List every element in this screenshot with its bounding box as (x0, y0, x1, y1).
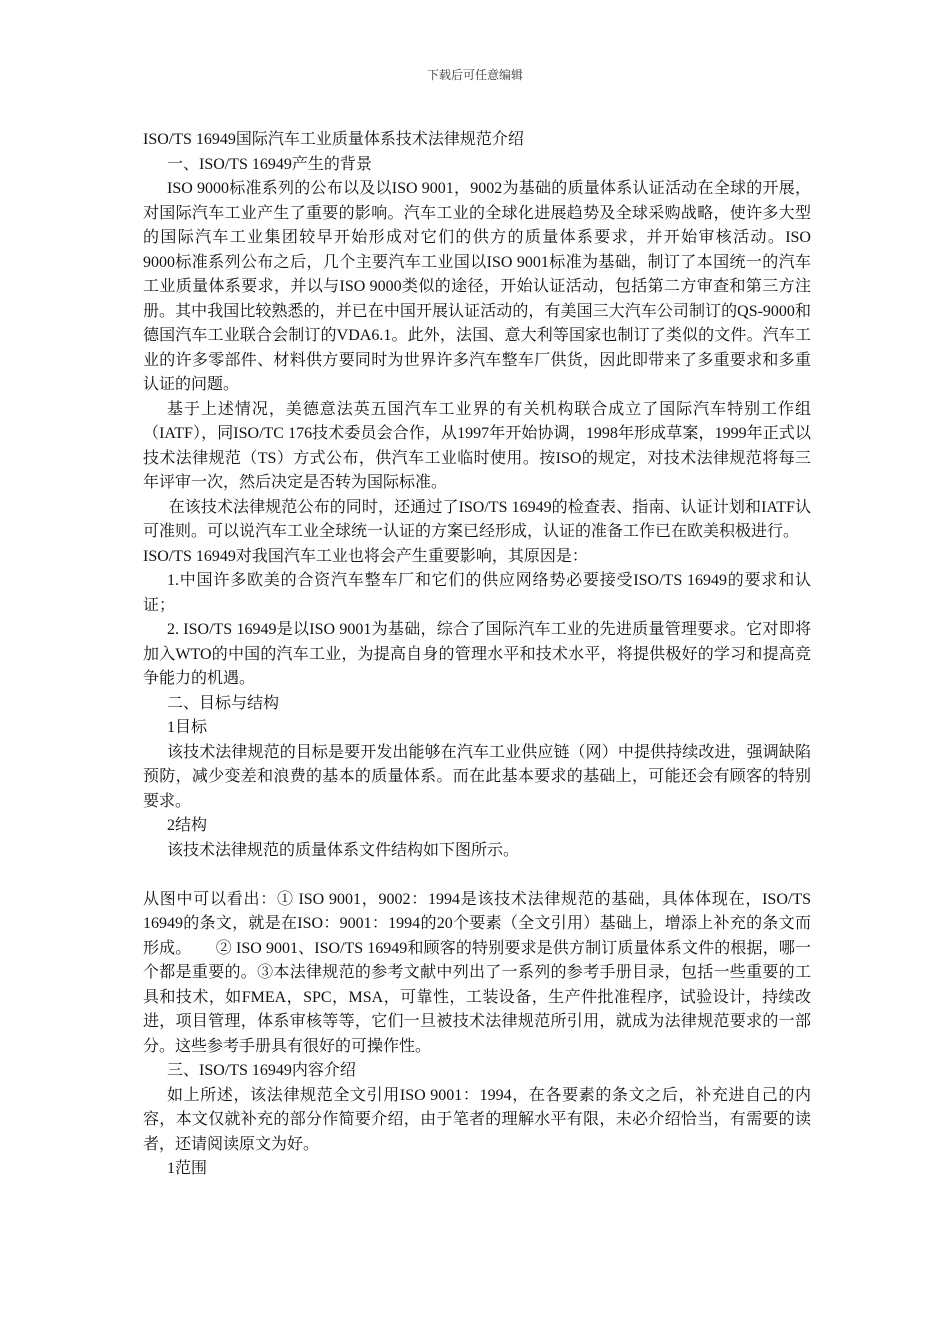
section-2-paragraph-2: 该技术法律规范的质量体系文件结构如下图所示。 (167, 841, 520, 859)
section-3-heading: 三、ISO/TS 16949内容介绍 (167, 1062, 356, 1079)
section-3-paragraph-1: 如上所述，该法律规范全文引用ISO 9001：1994，在各要素的条文之后，补充进自己的内容，本文仅就补充的部分作简要介绍，由于笔者的理解水平有限，未必介绍恰当，有需要的读者，还请阅读原文为好。 (143, 1086, 811, 1153)
section-2-heading: 二、目标与结构 (167, 694, 280, 712)
figure-placeholder-gap (143, 863, 811, 888)
section-1-paragraph-2: 基于上述情况，美德意法英五国汽车工业界的有关机构联合成立了国际汽车特别工作组（IATF），同ISO/TC 176技术委员会合作，从1997年开始协调，1998年形成草案，1999年正式以技术法律规范（TS）方式公布，供汽车工业临时使用。按ISO的规定，对技术法律规范将每三年评审一次，然后决定是否转为国际标准。 (143, 400, 811, 491)
section-2-subheading-goal: 1目标 (167, 719, 208, 736)
document-body (143, 128, 844, 1182)
section-3-subheading-scope: 1范围 (167, 1160, 208, 1177)
section-2-paragraph-3: 从图中可以看出：① ISO 9001，9002：1994是该技术法律规范的基础，具体体现在，ISO/TS 16949的条文，就是在ISO：9001：1994的20个要素（全文引用）基础上，增添上补充的条文而形成。 ② ISO 9001、ISO/TS 16949和顾客的特别要求是供方制订质量体系文件的根据，哪一个都是重要的。③本法律规范的参考文献中列出了一系列的参考手册目录，包括一些重要的工具和技术，如FMEA，SPC，MSA，可靠性，工装设备，生产件批准程序，试验设计，持续改进，项目管理，体系审核等等，它们一旦被技术法律规范所引用，就成为法律规范要求的一部分。这些参考手册具有很好的可操作性。 (143, 890, 811, 1055)
section-1-paragraph-4: ISO/TS 16949对我国汽车工业也将会产生重要影响，其原因是： (143, 547, 588, 565)
section-1-paragraph-1: ISO 9000标准系列的公布以及以ISO 9001，9002为基础的质量体系认证活动在全球的开展，对国际汽车工业产生了重要的影响。汽车工业的全球化进展趋势及全球采购战略，使许多大型的国际汽车工业集团较早开始形成对它们的供方的质量体系要求，并开始审核活动。ISO 9000标准系列公布之后，几个主要汽车工业国以ISO 9001标准为基础，制订了本国统一的汽车工业质量体系要求，并以与ISO 9000类似的途径，开始认证活动，包括第二方审查和第三方注册。其中我国比较熟悉的，并已在中国开展认证活动的，有美国三大汽车公司制订的QS-9000和德国汽车工业联合会制订的VDA6.1。此外，法国、意大利等国家也制订了类似的文件。汽车工业的许多零部件、材料供方要同时为世界许多汽车整车厂供货，因此即带来了多重要求和多重认证的问题。 (143, 180, 844, 393)
section-1-list-item-2: 2. ISO/TS 16949是以ISO 9001为基础，综合了国际汽车工业的先进质量管理要求。它对即将加入WTO的中国的汽车工业，为提高自身的管理水平和技术水平，将提供极好的学习和提高竞争能力的机遇。 (143, 621, 811, 687)
section-2-subheading-structure: 2结构 (167, 817, 208, 834)
page-header-note: 下载后可任意编辑 (426, 68, 523, 82)
section-1-heading: 一、ISO/TS 16949产生的背景 (167, 155, 372, 173)
document-title: ISO/TS 16949国际汽车工业质量体系技术法律规范介绍 (143, 131, 524, 148)
section-2-paragraph-1: 该技术法律规范的目标是要开发出能够在汽车工业供应链（网）中提供持续改进，强调缺陷预防，减少变差和浪费的基本的质量体系。而在此基本要求的基础上，可能还会有顾客的特别要求。 (143, 743, 811, 810)
section-1-list-item-1: 1.中国许多欧美的合资汽车整车厂和它们的供应网络势必要接受ISO/TS 16949的要求和认证； (143, 572, 811, 614)
section-1-paragraph-3: 在该技术法律规范公布的同时，还通过了ISO/TS 16949的检查表、指南、认证计划和IATF认可准则。可以说汽车工业全球统一认证的方案已经形成，认证的准备工作已在欧美积极进行。 (143, 498, 811, 540)
